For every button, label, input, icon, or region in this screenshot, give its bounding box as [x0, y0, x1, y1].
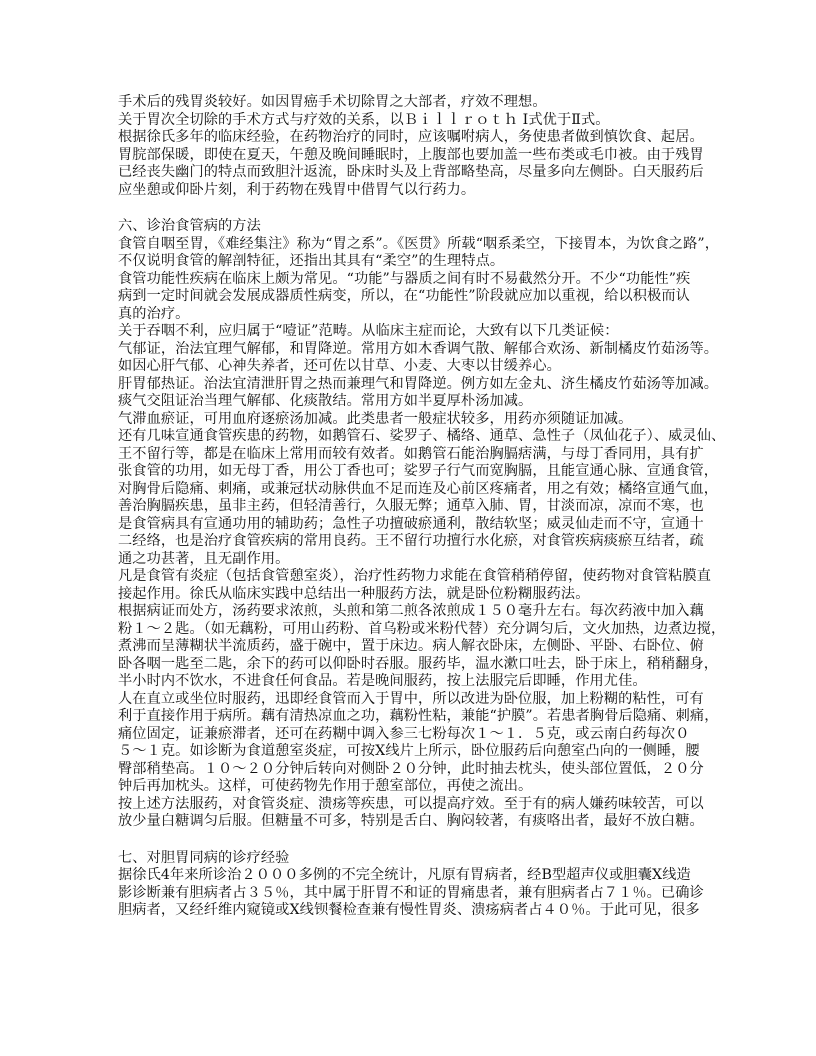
text-line: 食管自咽至胃，《难经集注》称为“胃之系”。《医贯》所载“咽系柔空，下接胃本，为饮食之路”， — [118, 235, 720, 252]
paragraph — [118, 341, 718, 376]
paragraph-spacer — [118, 831, 718, 850]
text-line: 已经丧失幽门的特点而致胆汁返流，卧床时头及上背部略垫高，尽量多向左侧卧。白天服药后 — [118, 164, 704, 180]
text-line: 放少量白糖调匀后服。但糖量不可多，特别是舌白、胸闷较著，有痰咯出者，最好不放白糖。 — [118, 813, 704, 829]
text-line: 气滞血瘀证，可用血府逐瘀汤加减。此类患者一般症状较多，用药亦须随证加减。 — [118, 410, 633, 427]
paragraph — [118, 568, 718, 603]
text-line: 不仅说明食管的解剖特征，还指出其具有“柔空”的生理特点。 — [118, 253, 505, 269]
paragraph — [118, 796, 718, 831]
text-line: 痛位固定，证兼瘀滞者，还可在药糊中调入参三七粉每次１～１．５克，或云南白药每次０ — [118, 725, 690, 742]
text-line: 凡是食管有炎症（包括食管憩室炎），治疗性药物力求能在食管稍稍停留，使药物对食管粘膜直 — [118, 568, 711, 584]
text-line: 钟后再加枕头。这样，可使药物先作用于憩室部位，再使之流出。 — [118, 778, 533, 794]
text-line: 如因心肝气郁、心神失养者，还可佐以甘草、小麦、大枣以甘缓养心。 — [118, 358, 561, 374]
paragraph — [118, 271, 718, 324]
paragraph — [118, 867, 718, 920]
text-line: 利于直接作用于病所。藕有清热凉血之功，藕粉性粘，兼能“护膜”。若患者胸骨后隐痛、刺痛， — [118, 708, 719, 724]
text-line: 善治胸膈疾患，虽非主药，但轻清善行，久服无弊；通草入肺、胃，甘淡而凉，凉而不寒，也 — [118, 498, 704, 514]
text-line: 痰气交阻证治当理气解郁、化痰散结。常用方如半夏厚朴汤加减。 — [118, 393, 533, 409]
paragraph — [118, 691, 718, 796]
paragraph — [118, 393, 718, 411]
paragraph — [118, 428, 726, 568]
paragraph-spacer — [118, 199, 718, 218]
text-line: 通之功甚著，且无副作用。 — [118, 550, 290, 567]
paragraph — [118, 411, 718, 429]
text-line: 真的治疗。 — [118, 305, 190, 322]
text-line: 根据徐氏多年的临床经验，在药物治疗的同时，应该嘱咐病人，务使患者做到慎饮食、起居。 — [118, 129, 704, 145]
text-line: 胆病者，又经纤维内窥镜或X线钡餐检查兼有慢性胃炎、溃疡病者占４０％。于此可见，很多 — [118, 902, 700, 918]
text-line: 关于吞咽不利，应归属于“噎证”范畴。从临床主症而论，大致有以下几类证候： — [118, 323, 619, 339]
text-line: 人在直立或坐位时服药，迅即经食管而入于胃中，所以改进为卧位服，加上粉糊的粘性，可有 — [118, 690, 704, 707]
paragraph — [118, 376, 718, 394]
text-line: 煮沸而呈薄糊状半流质药，盛于碗中，置于床边。病人解衣卧床，左侧卧、平卧、右卧位、俯 — [118, 638, 704, 654]
text-line: 七、对胆胃同病的诊疗经验 — [118, 849, 290, 866]
text-line: 是食管病具有宣通功用的辅助药；急性子功擅破瘀通利，散结软坚；威灵仙走而不守，宣通十 — [118, 515, 704, 532]
section-heading — [118, 850, 718, 868]
section-heading — [118, 218, 718, 236]
text-line: 还有几味宣通食管疾患的药物，如鹅管石、娑罗子、橘络、通草、急性子（凤仙花子）、威灵仙、 — [118, 428, 726, 444]
text-line: 臀部稍垫高。１０～２０分钟后转向对侧卧２０分钟，此时抽去枕头，使头部位置低，２０分 — [118, 760, 704, 777]
text-line: 二经络，也是治疗食管疾病的常用良药。王不留行功擅行水化瘀，对食管疾病痰瘀互结者，疏 — [118, 533, 704, 549]
document-page — [118, 94, 726, 920]
text-line: 胃脘部保暖，即使在夏天，午憩及晚间睡眠时，上腹部也要加盖一些布类或毛巾被。由于残胃 — [118, 146, 704, 163]
text-line: 按上述方法服药，对食管炎症、溃疡等疾患，可以提高疗效。至于有的病人嫌药味较苦，可以 — [118, 795, 704, 812]
text-line: 接起作用。徐氏从临床实践中总结出一种服药方法，就是卧位粉糊服药法。 — [118, 585, 590, 602]
text-line: 据徐氏4年来所诊治２０００多例的不完全统计，凡原有胃病者，经B型超声仪或胆囊X线造 — [118, 867, 691, 883]
text-line: 气郁证，治法宜理气解郁，和胃降逆。常用方如木香调气散、解郁合欢汤、新制橘皮竹茹汤等。 — [118, 340, 719, 357]
paragraph — [118, 323, 718, 341]
paragraph — [118, 236, 718, 271]
paragraph — [118, 94, 718, 112]
text-line: 半小时内不饮水，不进食任何食品。若是晚间服药，按上法服完后即睡，作用尤佳。 — [118, 673, 647, 689]
paragraph — [118, 129, 718, 199]
text-line: 应坐憩或仰卧片刻，利于药物在残胃中借胃气以行药力。 — [118, 181, 476, 198]
text-line: 六、诊治食管病的方法 — [118, 218, 261, 234]
text-line: 对胸骨后隐痛、刺痛，或兼冠状动脉供血不足而连及心前区疼痛者，用之有效；橘络宣通气血， — [118, 480, 719, 497]
text-line: 病到一定时间就会发展成器质性病变，所以，在“功能性”阶段就应加以重视，给以积极而认 — [118, 288, 690, 304]
text-line: 影诊断兼有胆病者占３５％，其中属于肝胃不和证的胃痛患者，兼有胆病者占７１％。已确诊 — [118, 884, 704, 901]
text-line: 手术后的残胃炎较好。如因胃癌手术切除胃之大部者，疗效不理想。 — [118, 94, 547, 110]
text-line: 卧各咽一匙至二匙，余下的药可以仰卧时吞服。服药毕，温水漱口吐去，卧于床上，稍稍翻身， — [118, 655, 719, 672]
text-line: ５～１克。如诊断为食道憩室炎症，可按X线片上所示，卧位服药后向憩室凸向的一侧睡，腰 — [118, 743, 700, 759]
text-line: 根据病证而处方，汤药要求浓煎，头煎和第二煎各浓煎成１５０毫升左右。每次药液中加入藕 — [118, 603, 704, 619]
text-line: 关于胃次全切除的手术方式与疗效的关系，以Ｂｉｌｌｒｏｔｈ Ⅰ式优于Ⅱ式。 — [118, 111, 610, 128]
text-line: 粉１～２匙。（如无藕粉，可用山药粉、首乌粉或米粉代替）充分调匀后，文火加热，边煮边搅， — [118, 620, 726, 637]
text-line: 王不留行等，都是在临床上常用而较有效者。如鹅管石能治胸膈痞满，与母丁香同用，具有扩 — [118, 445, 704, 462]
paragraph — [118, 112, 718, 130]
text-line: 肝胃郁热证。治法宜清泄肝胃之热而兼理气和胃降逆。例方如左金丸、济生橘皮竹茹汤等加减。 — [118, 375, 719, 392]
text-line: 张食管的功用，如无母丁香，用公丁香也可；娑罗子行气而宽胸膈，且能宣通心脉、宣通食管， — [118, 463, 719, 479]
text-line: 食管功能性疾病在临床上颇为常见。“功能”与器质之间有时不易截然分开。不少“功能性”疾 — [118, 270, 691, 287]
paragraph — [118, 603, 726, 691]
